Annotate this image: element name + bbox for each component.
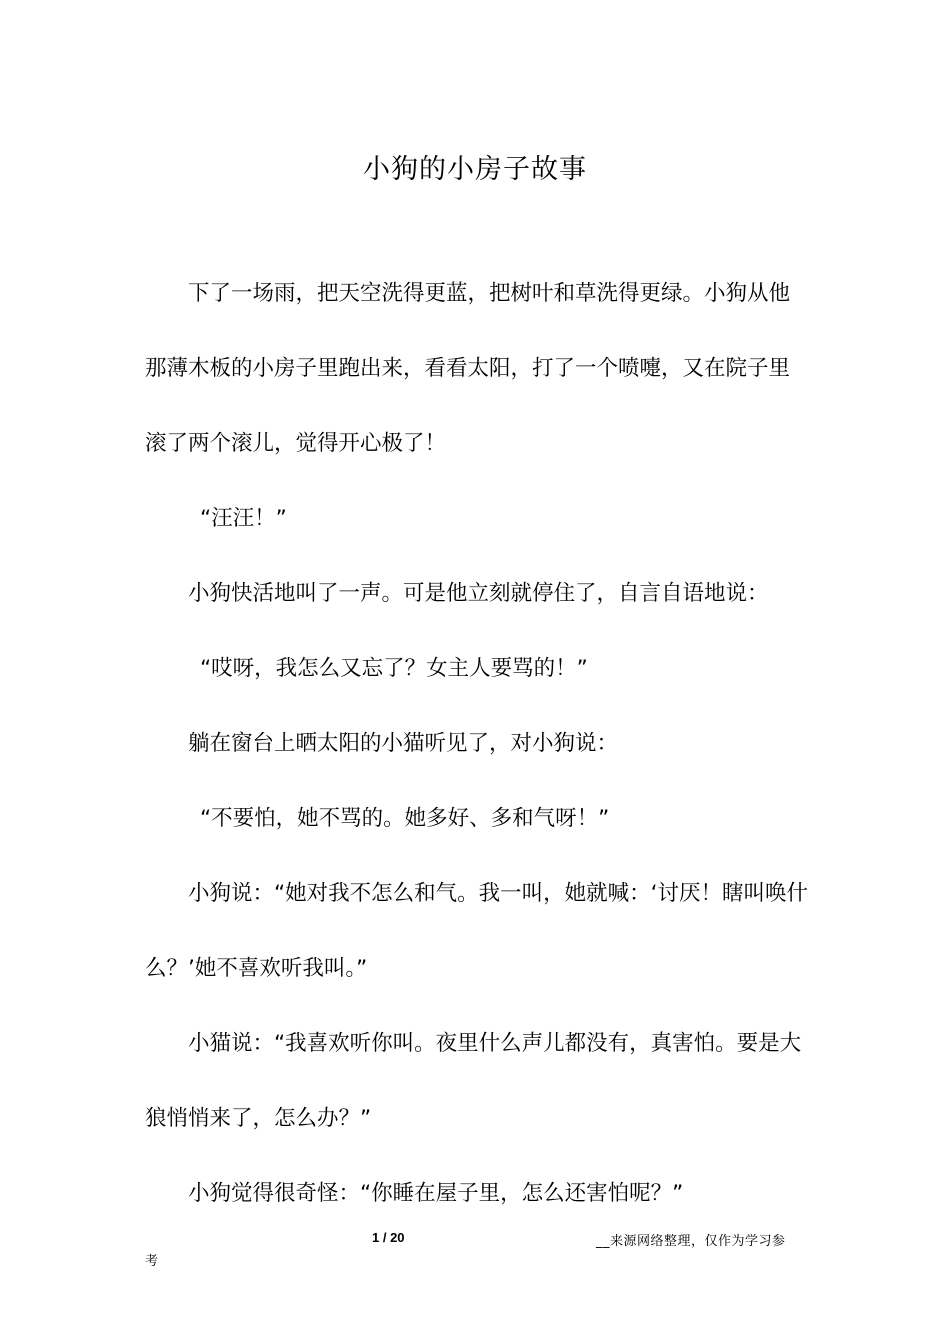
paragraph: 躺在窗台上晒太阳的小猫听见了，对小狗说： <box>188 731 619 756</box>
paragraph: 小猫说：“我喜欢听你叫。夜里什么声儿都没有，真害怕。要是大狼悄悄来了，怎么办？” <box>145 1031 802 1131</box>
paragraph: 小狗快活地叫了一声。可是他立刻就停住了，自言自语地说： <box>188 581 769 606</box>
paragraph-quote: “哎呀，我怎么又忘了？女主人要骂的！” <box>200 656 588 681</box>
source-note-continuation: 考 <box>145 1254 159 1269</box>
paragraph: 小狗觉得很奇怪：“你睡在屋子里，怎么还害怕呢？” <box>188 1181 684 1206</box>
source-note: __来源网络整理，仅作为学习参 <box>596 1234 786 1249</box>
paragraph-quote: “汪汪！” <box>200 506 287 531</box>
paragraph: 下了一场雨，把天空洗得更蓝，把树叶和草洗得更绿。小狗从他那薄木板的小房子里跑出来，看看太阳，打了一个喷嚏，又在院子里滚了两个滚儿，觉得开心极了！ <box>145 281 791 456</box>
paragraph: 小狗说：“她对我不怎么和气。我一叫，她就喊：‘讨厌！瞎叫唤什么？’她不喜欢听我叫。” <box>145 881 808 981</box>
document-body <box>145 256 810 1231</box>
document-title: 小狗的小房子故事 <box>363 154 587 185</box>
page-number: 1 / 20 <box>372 1230 405 1245</box>
page-footer <box>0 1228 950 1278</box>
paragraph-quote: “不要怕，她不骂的。她多好、多和气呀！” <box>200 806 610 831</box>
